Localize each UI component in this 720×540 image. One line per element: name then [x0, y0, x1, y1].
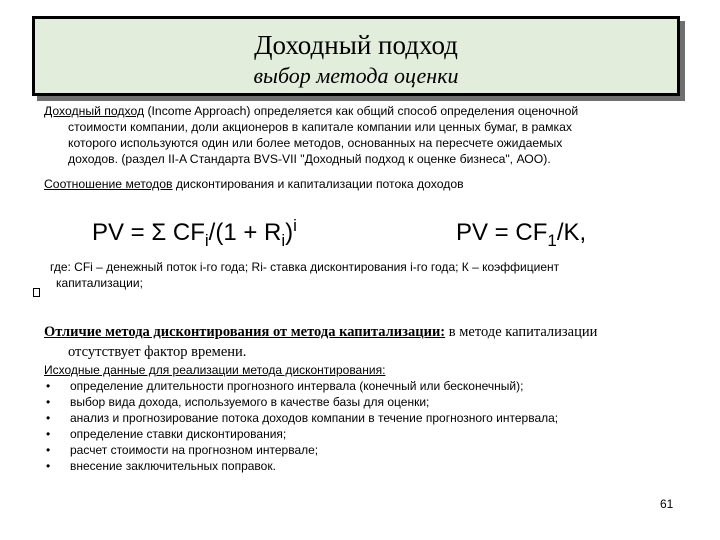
sigma-symbol: Σ — [151, 219, 167, 246]
formula1-pv: PV = — [92, 219, 152, 246]
formula2-pv: PV = CF — [456, 219, 548, 246]
title-banner — [32, 16, 680, 96]
income-approach-definition — [44, 103, 678, 167]
bullet-icon: • — [46, 411, 51, 425]
list-item — [44, 442, 680, 458]
formula1-close: ) — [285, 219, 294, 246]
definition-line-4: доходов. (раздел II-A Стандарта BVS-VII "Доходный подход к оценке бизнеса", АОО). — [68, 152, 551, 166]
formula2-k: /K, — [556, 219, 587, 246]
formula1-sup-i: i — [293, 216, 297, 235]
list-item-text: выбор вида дохода, используемого в качестве базы для оценки; — [70, 395, 430, 409]
list-item — [44, 458, 680, 474]
capitalization-formula — [456, 218, 586, 248]
definition-line-3: которого используются один или более методов, основанных на пересчете ожидаемых — [68, 136, 563, 150]
list-item — [44, 378, 680, 394]
formula2-sub-1: 1 — [547, 231, 557, 250]
placeholder-square-icon — [33, 288, 40, 297]
page-number: 61 — [660, 497, 674, 511]
list-item-text: расчет стоимости на прогнозном интервале; — [70, 443, 319, 457]
slide-subtitle: выбор метода оценки — [253, 63, 459, 88]
bullet-icon: • — [46, 427, 51, 441]
definition-line-1 — [44, 103, 678, 119]
source-data-section — [44, 362, 680, 474]
bullet-icon: • — [46, 379, 51, 393]
list-item-text: определение ставки дисконтирования; — [70, 427, 287, 441]
bullet-icon: • — [46, 459, 51, 473]
list-item-text: определение длительности прогнозного интервала (конечный или бесконечный); — [70, 379, 524, 393]
list-item-text: анализ и прогнозирование потока доходов компании в течение прогнозного интервала; — [70, 411, 559, 425]
source-data-list — [44, 378, 680, 474]
definition-text-1: (Income Approach) определяется как общий способ определения оценочной — [144, 104, 579, 118]
list-item — [44, 426, 680, 442]
formula1-denominator: /(1 + R — [208, 219, 282, 246]
difference-line-2: отсутствует фактор времени. — [68, 344, 247, 360]
list-item — [44, 410, 680, 426]
methods-difference — [44, 322, 680, 362]
formula1-sub-i: i — [204, 231, 209, 250]
source-data-title: Исходные данные для реализации метода дисконтирования: — [44, 363, 386, 377]
formula1-sub-i2: i — [281, 231, 286, 250]
list-item-text: внесение заключительных поправок. — [70, 459, 276, 473]
definition-term: Доходный подход — [44, 104, 145, 118]
methods-relation-term: Соотношение методов — [44, 177, 173, 191]
formula-legend — [50, 259, 680, 291]
formula1-cf: CF — [166, 219, 205, 246]
list-item — [44, 394, 680, 410]
definition-line-2: стоимости компании, доли акционеров в капитале компании или ценных бумаг, в рамках — [68, 120, 572, 134]
methods-relation — [44, 176, 678, 192]
discounting-formula — [92, 218, 297, 248]
methods-relation-text: дисконтирования и капитализации потока доходов — [172, 177, 464, 191]
difference-text: в методе капитализации — [445, 324, 598, 340]
formula-legend-line-1: где: CFi – денежный поток i-го года; Ri- ставка дисконтирования i-го года; К – коэффициент — [50, 260, 560, 274]
formula-legend-line-2: капитализации; — [56, 276, 143, 290]
bullet-icon: • — [46, 443, 51, 457]
bullet-icon: • — [46, 395, 51, 409]
difference-term: Отличие метода дисконтирования от метода капитализации: — [44, 324, 446, 340]
slide-title: Доходный подход — [254, 30, 458, 60]
